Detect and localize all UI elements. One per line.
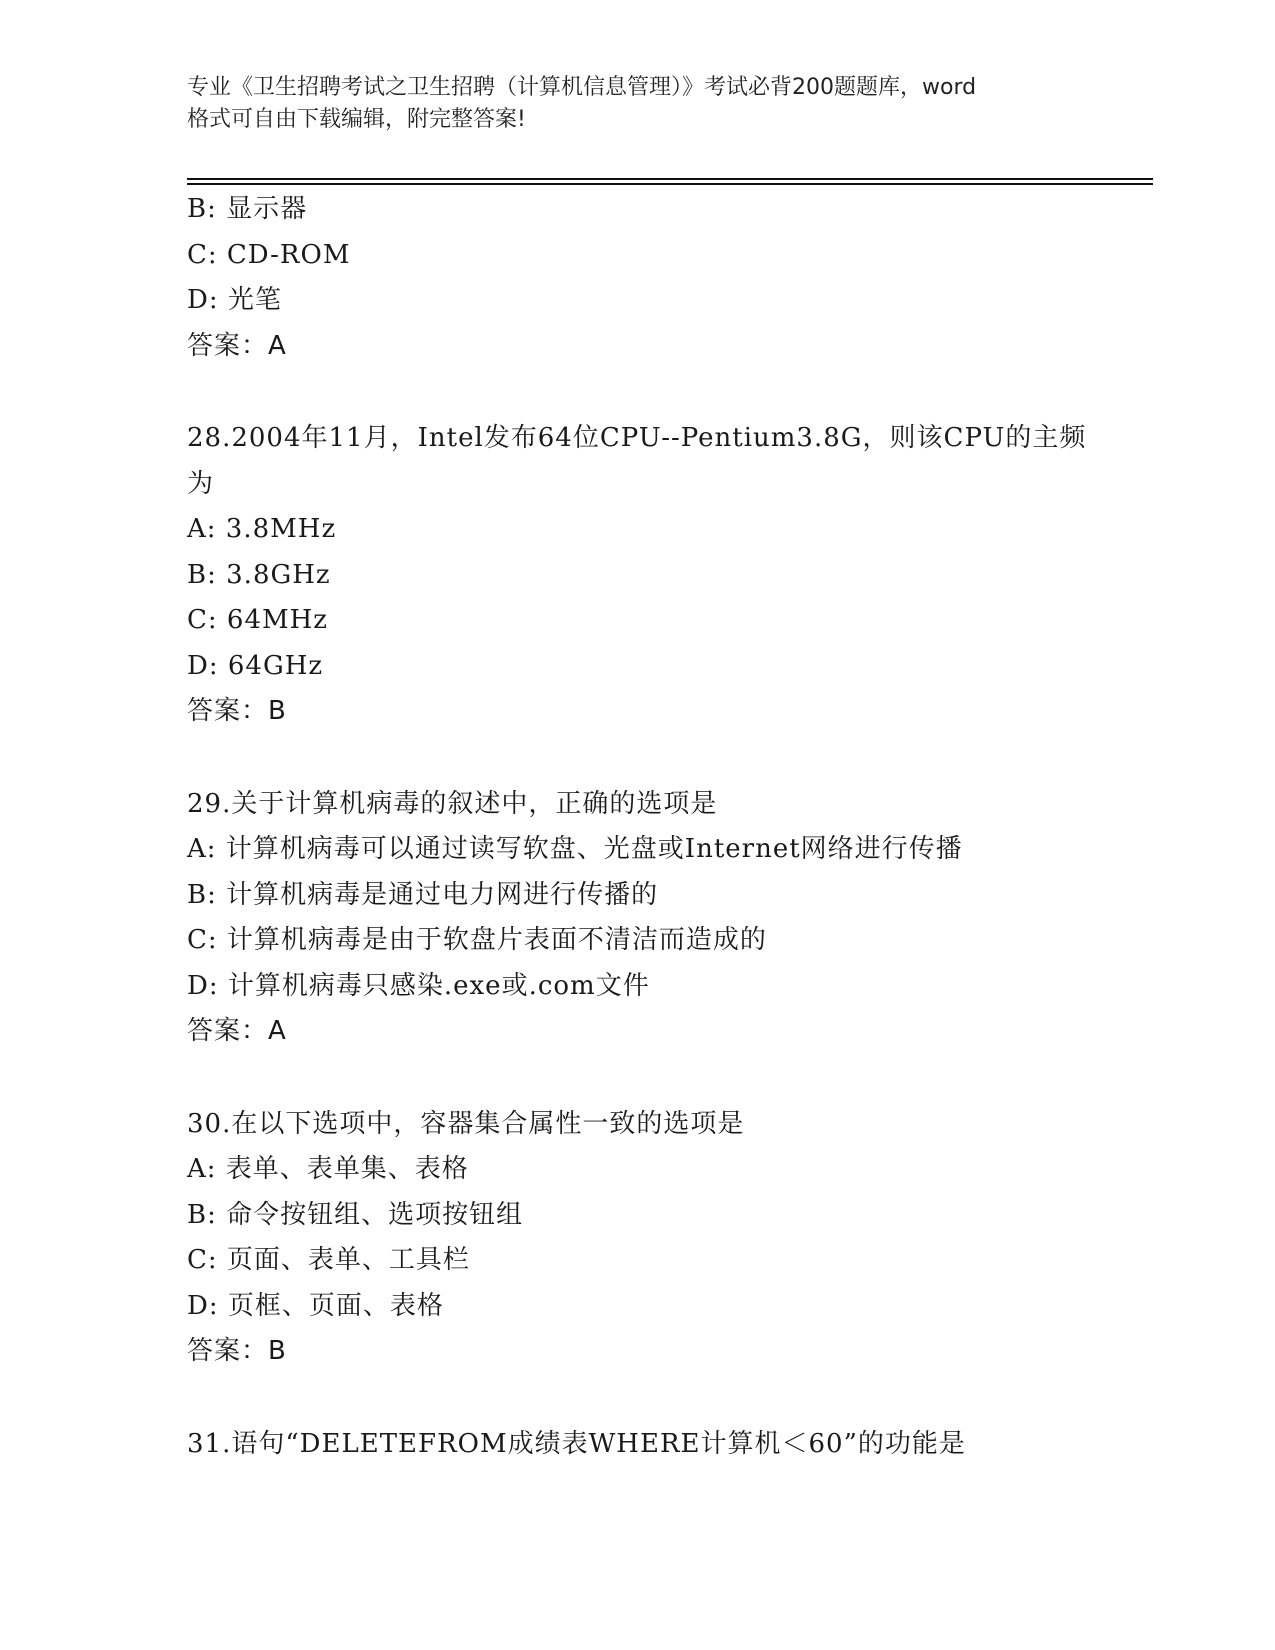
option-a: A: 3.8MHz	[187, 514, 337, 544]
header-line-2: 格式可自由下载编辑，附完整答案!	[187, 107, 526, 132]
question-text: 29.关于计算机病毒的叙述中，正确的选项是	[187, 788, 718, 819]
option-c: C: CD-ROM	[187, 239, 351, 270]
header-divider-top	[187, 178, 1153, 180]
option-a: A: 计算机病毒可以通过读写软盘、光盘或Internet网络进行传播	[187, 834, 963, 864]
question-28	[187, 416, 1087, 735]
answer: 答案：B	[187, 1336, 287, 1366]
option-c: C: 页面、表单、工具栏	[187, 1245, 470, 1275]
question-text: 30.在以下选项中，容器集合属性一致的选项是	[187, 1108, 745, 1139]
answer: 答案：A	[187, 1016, 287, 1046]
spacer	[187, 1375, 1087, 1422]
question-29	[187, 782, 1087, 1055]
spacer	[187, 735, 1087, 782]
answer: 答案：A	[187, 330, 287, 361]
option-c: C: 64MHz	[187, 605, 328, 635]
question-30	[187, 1102, 1087, 1375]
option-b: B: 显示器	[187, 194, 308, 224]
option-d: D: 页框、页面、表格	[187, 1290, 444, 1321]
option-a: A: 表单、表单集、表格	[187, 1154, 469, 1184]
question-text: 31.语句“DELETEFROM成绩表WHERE计算机＜60”的功能是	[187, 1428, 966, 1459]
header-divider-bottom	[187, 183, 1153, 185]
document-header	[187, 72, 1087, 136]
option-d: D: 计算机病毒只感染.exe或.com文件	[187, 970, 650, 1001]
question-text: 28.2004年11月，Intel发布64位CPU--Pentium3.8G，则该CPU的主频为	[187, 423, 1087, 499]
option-b: B: 计算机病毒是通过电力网进行传播的	[187, 879, 659, 910]
option-b: B: 命令按钮组、选项按钮组	[187, 1199, 524, 1230]
option-d: D: 光笔	[187, 285, 282, 315]
header-line-1: 专业《卫生招聘考试之卫生招聘（计算机信息管理）》考试必背200题题库，word	[187, 75, 977, 100]
question-27-tail	[187, 187, 1087, 369]
option-d: D: 64GHz	[187, 650, 324, 681]
question-31	[187, 1422, 1087, 1468]
question-list	[187, 187, 1087, 1467]
option-b: B: 3.8GHz	[187, 559, 331, 590]
answer: 答案：B	[187, 696, 287, 726]
option-c: C: 计算机病毒是由于软盘片表面不清洁而造成的	[187, 925, 767, 955]
spacer	[187, 1055, 1087, 1102]
spacer	[187, 369, 1087, 416]
